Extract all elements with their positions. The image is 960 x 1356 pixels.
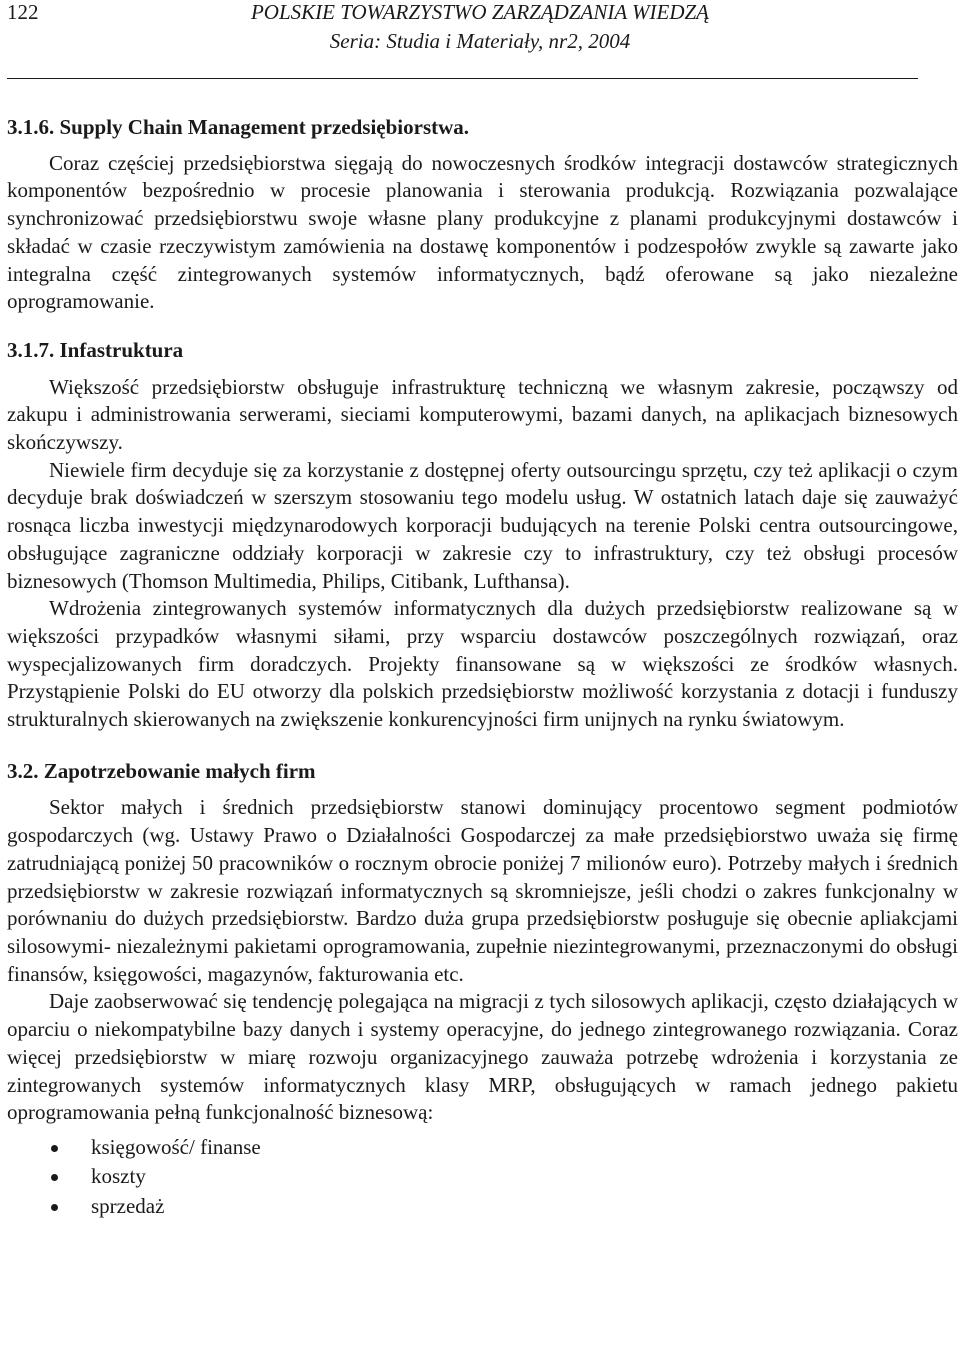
bullet-icon [51,1174,58,1181]
page-number: 122 [7,0,39,24]
spacer [7,316,958,337]
paragraph: Coraz częściej przedsiębiorstwa sięgają do nowoczesnych środków integracji dostawców strategicznych komponentów bezpośrednio w procesie planowania i sterowania produkcją. Rozwiązania pozwalające synchronizować przedsiębiorstwu swoje własne plany produkcyjne z planami produkcyjnymi dostawców i składać w czasie rzeczywistym zamówienia na dostawę komponentów i podzespołów zwykle są zawarte jako integralna część zintegrowanych systemów informatycznych, bądź oferowane są jako niezależne oprogramowanie. [7,150,958,314]
list-item [7,1192,958,1222]
spacer [7,785,958,794]
bullet-icon [51,1204,58,1211]
paragraph: Większość przedsiębiorstw obsługuje infrastrukturę techniczną we własnym zakresie, począwszy od zakupu i administrowania serwerami, sieciami komputerowymi, bazami danych, na aplikacjach biznesowych skończywszy. [7,374,958,455]
section-heading-3-1-6: 3.1.6. Supply Chain Management przedsiębiorstwa. [7,115,470,139]
list-item [7,1162,958,1192]
header-divider [7,78,918,79]
section-heading-3-1-7: 3.1.7. Infastruktura [7,337,184,362]
paragraph: Sektor małych i średnich przedsiębiorstw stanowi dominujący procentowo segment podmiotów gospodarczych (wg. Ustawy Prawo o Działalności Gospodarczej za małe przedsiębiorstwo uważa się firmę zatrudniającą poniżej 50 pracowników o rocznym obrocie poniżej 7 milionów euro). Potrzeby małych i średnich przedsiębiorstw w zakresie rozwiązań informatycznych są skromniejsze, jeśli chodzi o zakres funkcjonalny w porównaniu do dużych przedsiębiorstw. Bardzo duża grupa przedsiębiorstw posługuje się obecnie apliakcjami silosowymi- niezależnymi pakietami oprogramowania, zupełnie niezintegrowanymi, przeznaczonymi do obsługi finansów, księgowości, magazynów, fakturowania etc. [7,795,958,986]
page-header [0,0,960,80]
paragraph: Niewiele firm decyduje się za korzystanie z dostępnej oferty outsourcingu sprzętu, czy też aplikacji o czym decyduje brak doświadczeń w szerszym stosowaniu tego modelu usług. W ostatnich latach daje się zauważyć rosnąca liczba inwestycji międzynarodowych korporacji budujących na terenie Polski centra outsourcingowe, obsługujące zagraniczne oddziały korporacji w zakresie czy to infrastruktury, czy też obsługi procesów biznesowych (Thomson Multimedia, Philips, Citibank, Lufthansa). [7,457,958,593]
list-item-text: księgowość/ finanse [91,1134,261,1159]
paragraph: Wdrożenia zintegrowanych systemów informatycznych dla dużych przedsiębiorstw realizowane są w większości przypadków własnymi siłami, przy wsparciu dostawców poszczególnych rozwiązań, oraz wyspecjalizowanych firm doradczych. Projekty finansowane są w większości ze środków własnych. Przystąpienie Polski do EU otworzy dla polskich przedsiębiorstw możliwość korzystania z dotacji i funduszy strukturalnych skierowanych na zwiększenie konkurencyjności firm unijnych na rynku światowym. [7,596,958,732]
journal-title: POLSKIE TOWARZYSTWO ZARZĄDZANIA WIEDZĄ [250,0,710,24]
journal-series: Seria: Studia i Materiały, nr2, 2004 [329,29,631,53]
document-body [7,114,958,1221]
spacer [7,734,958,758]
list-item [7,1133,958,1163]
list-item-text: sprzedaż [91,1193,165,1218]
paragraph: Daje zaobserwować się tendencję polegająca na migracji z tych silosowych aplikacji, często działających w oparciu o niekompatybilne bazy danych i systemy operacyjne, do jednego zintegrowanego rozwiązania. Coraz więcej przedsiębiorstw w miarę rozwoju organizacyjnego zauważa potrzebę wdrożenia i korzystania ze zintegrowanych systemów informatycznych klasy MRP, obsługujących w ramach jednego pakietu oprogramowania pełną funkcjonalność biznesową: [7,989,958,1125]
spacer [7,365,958,374]
bullet-icon [51,1145,58,1152]
spacer [7,142,958,150]
list-item-text: koszty [91,1164,146,1189]
section-heading-3-2: 3.2. Zapotrzebowanie małych firm [7,758,316,783]
bullet-list [7,1133,958,1222]
